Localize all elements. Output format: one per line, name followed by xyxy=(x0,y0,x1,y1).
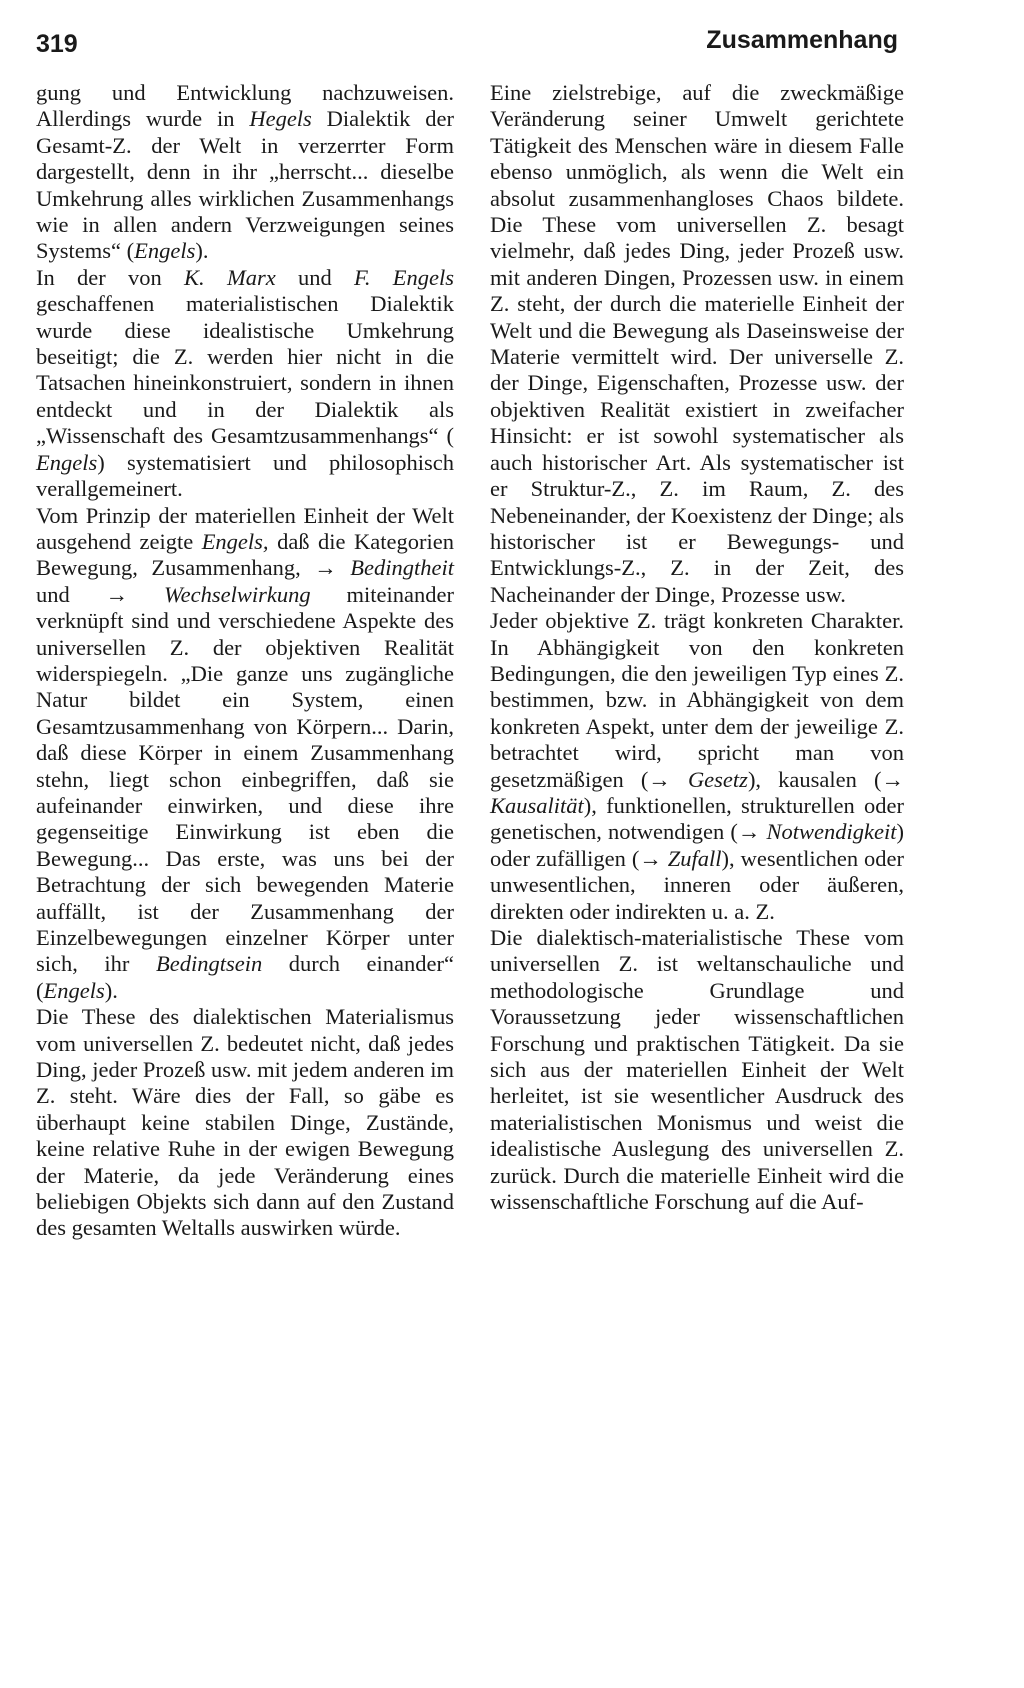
right-column xyxy=(490,80,904,1215)
italic-term: Gesetz xyxy=(687,766,748,792)
italic-term: Kausalität xyxy=(490,792,584,818)
italic-term: Engels xyxy=(134,238,196,264)
italic-term: Engels xyxy=(43,977,105,1003)
paragraph: gung und Entwicklung nachzuweisen. Allerdings wurde in Hegels Dialektik der Gesamt-Z. der Welt in verzerrter Form dargestellt, denn in ihr „herrscht... dieselbe Umkehrung alles wirklichen Zusammenhangs wie in allen andern Verzweigungen seines Systems“ (Engels). xyxy=(36,80,454,264)
italic-term: Zufall xyxy=(667,845,722,871)
italic-term: Engels xyxy=(36,449,98,475)
italic-term: F. Engels xyxy=(354,264,454,290)
running-head: Zusammenhang xyxy=(706,26,898,54)
paragraph: Eine zielstrebige, auf die zweckmäßige Veränderung seiner Umwelt gerichtete Tätigkeit des Menschen wäre in diesem Falle ebenso unmöglich, als wenn die Welt ein absolut zusammenhangloses Chaos bildete. Die These vom universellen Z. besagt vielmehr, daß jedes Ding, jeder Prozeß usw. mit anderen Dingen, Prozessen usw. in einem Z. steht, der durch die materielle Einheit der Welt und die Bewegung als Daseinsweise der Materie vermittelt wird. Der universelle Z. der Dinge, Eigenschaften, Prozesse usw. der objektiven Realität existiert in zweifacher Hinsicht: er ist sowohl systematischer als auch historischer Art. Als systematischer ist er Struktur-Z., Z. im Raum, Z. des Nebeneinander, der Koexistenz der Dinge; als historischer ist er Bewegungs- und Entwicklungs-Z., Z. in der Zeit, des Nacheinander der Dinge, Prozesse usw. xyxy=(490,80,904,607)
italic-term: Hegels xyxy=(249,106,312,132)
italic-term: K. Marx xyxy=(184,264,276,290)
left-column xyxy=(36,80,454,1242)
italic-term: Bedingtsein xyxy=(155,951,263,977)
paragraph: Jeder objektive Z. trägt konkreten Charakter. In Abhängigkeit von den konkreten Bedingungen, die den jeweiligen Typ eines Z. bestimmen, bzw. in Abhängigkeit von dem konkreten Aspekt, unter dem der jeweilige Z. betrachtet wird, spricht man von gesetzmäßigen (→ Gesetz), kausalen (→ Kausalität), funktionellen, strukturellen oder genetischen, notwendigen (→ Notwendigkeit) oder zufälligen (→ Zufall), wesentlichen oder unwesentlichen, inneren oder äußeren, direkten oder indirekten u. a. Z. xyxy=(490,608,905,924)
italic-term: Engels, xyxy=(201,528,269,554)
paragraph: Vom Prinzip der materiellen Einheit der Welt ausgehend zeigte Engels, daß die Kategorien Bewegung, Zusammenhang, → Bedingtheit und → Wechselwirkung miteinander verknüpft sind und verschiedene Aspekte des universellen Z. der objektiven Realität widerspiegeln. „Die ganze uns zugängliche Natur bildet ein System, einen Gesamtzusammenhang von Körpern... Darin, daß diese Körper in einem Zusammenhang stehn, liegt schon einbegriffen, daß sie aufeinander einwirken, und diese ihre gegenseitige Einwirkung ist eben die Bewegung... Das erste, was uns bei der Betrachtung der sich bewegenden Materie auffällt, ist der Zusammenhang der Einzelbewegungen einzelner Körper unter sich, ihr Bedingtsein durch einander“ (Engels). xyxy=(36,502,454,1003)
italic-term: Wechselwirkung xyxy=(164,581,311,607)
paragraph: In der von K. Marx und F. Engels geschaffenen materialistischen Dialektik wurde diese idealistische Umkehrung beseitigt; die Z. werden hier nicht in die Tatsachen hineinkonstruiert, sondern in ihnen entdeckt und in der Dialektik als „Wissenschaft des Gesamtzusammenhangs“ ( Engels) systematisiert und philosophisch verallgemeinert. xyxy=(36,264,454,502)
italic-term: Bedingtheit xyxy=(350,555,454,581)
paragraph: Die These des dialektischen Materialismus vom universellen Z. bedeutet nicht, daß jedes Ding, jeder Prozeß usw. mit jedem anderen im Z. steht. Wäre dies der Fall, so gäbe es überhaupt keine stabilen Dinge, Zustände, keine relative Ruhe in der ewigen Bewegung der Materie, da jede Veränderung eines beliebigen Objekts sich dann auf den Zustand des gesamten Weltalls auswirken würde. xyxy=(36,1004,454,1241)
italic-term: Notwendigkeit xyxy=(766,819,897,845)
page-number: 319 xyxy=(36,30,78,58)
paragraph: Die dialektisch-materialistische These vom universellen Z. ist weltanschauliche und methodologische Grundlage und Voraussetzung jeder wissenschaftlichen Forschung und praktischen Tätigkeit. Da sie sich aus der materiellen Einheit der Welt herleitet, ist sie wesentlicher Ausdruck des materialistischen Monismus und weist die idealistische Auslegung des universellen Z. zurück. Durch die materielle Einheit wird die wissenschaftliche Forschung auf die Auf- xyxy=(490,925,904,1215)
